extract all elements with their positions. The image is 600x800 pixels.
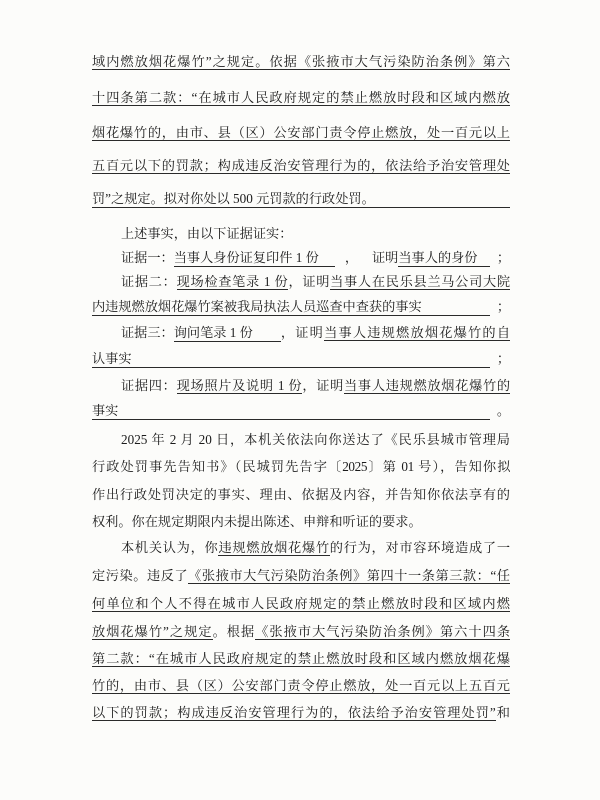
evidence-item [121, 324, 510, 342]
evidence-item-continued [92, 402, 510, 420]
evidence-fact: 当事人在民乐县兰马公司大院 [330, 274, 511, 289]
evidence-material: 现场照片及说明 1 份 [176, 378, 303, 393]
underlined-text: 十四条第二款：“在城市人民政府规定的禁止燃放时段和区域内燃放 [92, 90, 510, 105]
evidence-separator: ， [302, 378, 317, 393]
text-line [92, 567, 510, 585]
evidence-label: 证据四： [121, 378, 177, 393]
underlined-text: 第二款：“在城市人民政府规定的禁止燃放时段和区域内燃放烟花爆 [92, 651, 510, 666]
evidence-fact: 内违规燃放烟花爆竹案被我局执法人员巡查中查获的事实 [92, 298, 490, 316]
evidence-separator: ， [344, 250, 358, 265]
evidence-proves: 证明 [316, 378, 345, 393]
evidence-intro: 上述事实，由以下证据证实： [121, 226, 293, 241]
underlined-text: 烟花爆竹的，由市、县（区）公安部门责令停止燃放，处一百元以上 [92, 125, 510, 140]
evidence-end: ； [496, 351, 510, 366]
plain-text: 定污染。违反了 [92, 568, 189, 583]
plain-text: 。根据 [212, 624, 256, 639]
text-line: 行政处罚事先告知书》（民城罚先告字〔2025〕第 01 号），告知你拟 [92, 459, 510, 474]
evidence-item [121, 249, 510, 267]
text-line [92, 704, 510, 722]
evidence-item-continued [92, 298, 510, 316]
evidence-label: 证据三： [121, 325, 174, 340]
spacer [335, 249, 345, 267]
text-line [92, 89, 510, 107]
evidence-item-continued [92, 350, 510, 368]
evidence-proves: 证明 [372, 250, 399, 265]
underlined-text: 《张掖市大气污染防治条例》第四十一条第三款：“任 [188, 568, 510, 583]
evidence-rest [281, 324, 510, 342]
evidence-end: ； [496, 250, 510, 265]
evidence-end: 。 [496, 403, 510, 418]
evidence-label: 证据一： [121, 250, 174, 265]
underlined-text: 以下的罚款；构成违反治安管理行为的，依法给予治安管理处罚” [92, 705, 496, 720]
evidence-proves: 证明 [302, 274, 331, 289]
evidence-material: 询问笔录 1 份 [174, 324, 281, 342]
evidence-material: 当事人身份证复印件 1 份 [174, 249, 335, 267]
evidence-fact: 事实 [92, 402, 490, 420]
evidence-item [121, 377, 510, 395]
evidence-fact: 当事人违规燃放烟花爆竹的自 [324, 325, 511, 340]
text-line [92, 124, 510, 142]
underlined-text: 违规燃放烟花爆竹 [218, 540, 330, 555]
underlined-text: 竹的，由市、县（区）公安部门责令停止燃放，处一百元以上五百元 [92, 678, 510, 693]
spacer [358, 249, 372, 267]
plain-text: 本机关认为，你 [121, 540, 219, 555]
text-line [92, 623, 510, 641]
evidence-material: 现场检查笔录 1 份 [176, 274, 289, 289]
underlined-text: 放烟花爆竹”之规定 [92, 624, 213, 639]
plain-text: 和 [495, 705, 510, 720]
text-line: 2025 年 2 月 20 日，本机关依法向你送达了《民乐县城市管理局 [121, 432, 510, 447]
text-line [92, 53, 510, 71]
evidence-label: 证据二： [121, 274, 177, 289]
plain-text: 的行为，对市容环境造成了一 [329, 540, 511, 555]
underlined-text: 何单位和个人不得在城市人民政府规定的禁止燃放时段和区域内燃 [92, 596, 510, 611]
evidence-proves: 证明 [295, 325, 325, 340]
text-line [92, 157, 510, 175]
evidence-end: ； [496, 299, 510, 314]
text-line [92, 190, 510, 208]
underlined-text: 域内燃放烟花爆竹”之规定。依据《张掖市大气污染防治条例》第六 [92, 54, 510, 69]
underlined-text: 罚”之规定。拟对你处以 500 元罚款的行政处罚。 [92, 190, 510, 208]
evidence-fact: 认事实 [92, 350, 490, 368]
text-line: 作出行政处罚决定的事实、理由、依据及内容，并告知你依法享有的 [92, 487, 510, 502]
text-line [92, 677, 510, 695]
evidence-separator: ， [280, 325, 296, 340]
text-line [121, 539, 510, 557]
evidence-item [121, 273, 510, 291]
underlined-text: 五百元以下的罚款；构成违反治安管理行为的，依法给予治安管理处 [92, 158, 510, 173]
evidence-fact: 当事人的身份 [398, 249, 489, 267]
evidence-separator: ， [288, 274, 303, 289]
text-line: 权利。你在规定期限内未提出陈述、申辩和听证的要求。 [92, 514, 422, 529]
evidence-fact: 当事人违规燃放烟花爆竹的 [344, 378, 511, 393]
text-line [92, 650, 510, 668]
text-line [92, 595, 510, 613]
underlined-text: 《张掖市大气污染防治条例》第六十四条 [255, 624, 511, 639]
